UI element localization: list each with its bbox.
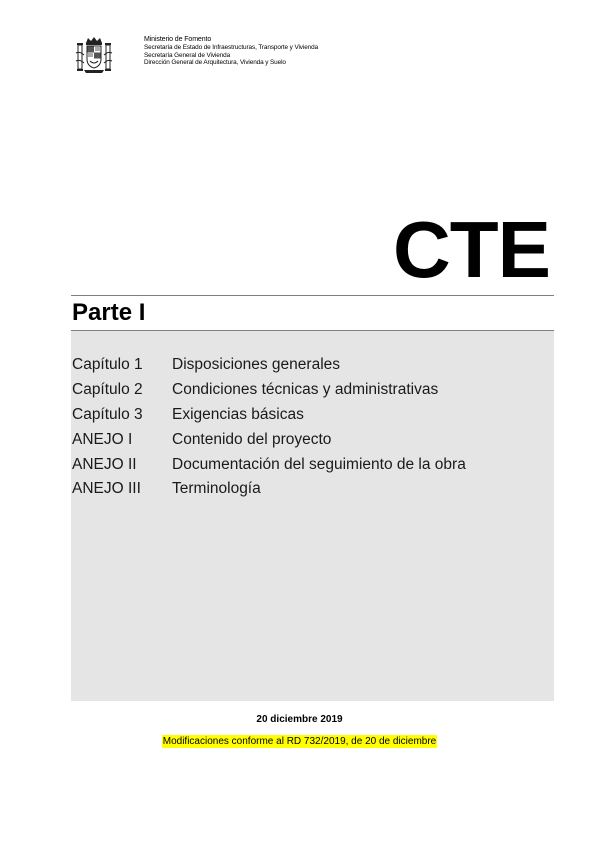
modifications-note: Modificaciones conforme al RD 732/2019, de 20 de diciembre <box>162 736 437 747</box>
directorate-line: Dirección General de Arquitectura, Vivienda y Suelo <box>144 59 286 67</box>
toc-title: Disposiciones generales <box>172 356 341 373</box>
ministry-header <box>144 36 318 67</box>
secretariat-line: Secretaría de Estado de Infraestructuras, Transporte y Vivienda <box>144 43 319 51</box>
toc-title: Contenido del proyecto <box>172 430 332 448</box>
toc-number: ANEJO II <box>72 455 137 473</box>
general-secretariat-line: Secretaría General de Vivienda <box>144 51 231 59</box>
ministry-line: Ministerio de Fomento <box>144 36 212 43</box>
document-title: CTE <box>393 205 550 294</box>
publication-date: 20 diciembre 2019 <box>256 714 343 725</box>
toc-title: Terminología <box>172 480 261 498</box>
modifications-note-wrapper <box>0 731 599 749</box>
toc-title: Condiciones técnicas y administrativas <box>172 380 439 398</box>
part-heading: Parte I <box>72 299 146 326</box>
toc-number: ANEJO III <box>72 480 141 498</box>
top-divider <box>71 295 554 296</box>
toc-number: Capítulo 2 <box>72 380 143 398</box>
toc-title: Documentación del seguimiento de la obra <box>172 455 466 473</box>
toc-number: Capítulo 1 <box>72 356 143 373</box>
toc-number: ANEJO I <box>72 430 133 448</box>
toc-title: Exigencias básicas <box>172 405 304 423</box>
coat-of-arms-emblem <box>74 35 114 75</box>
toc-number: Capítulo 3 <box>72 405 143 423</box>
